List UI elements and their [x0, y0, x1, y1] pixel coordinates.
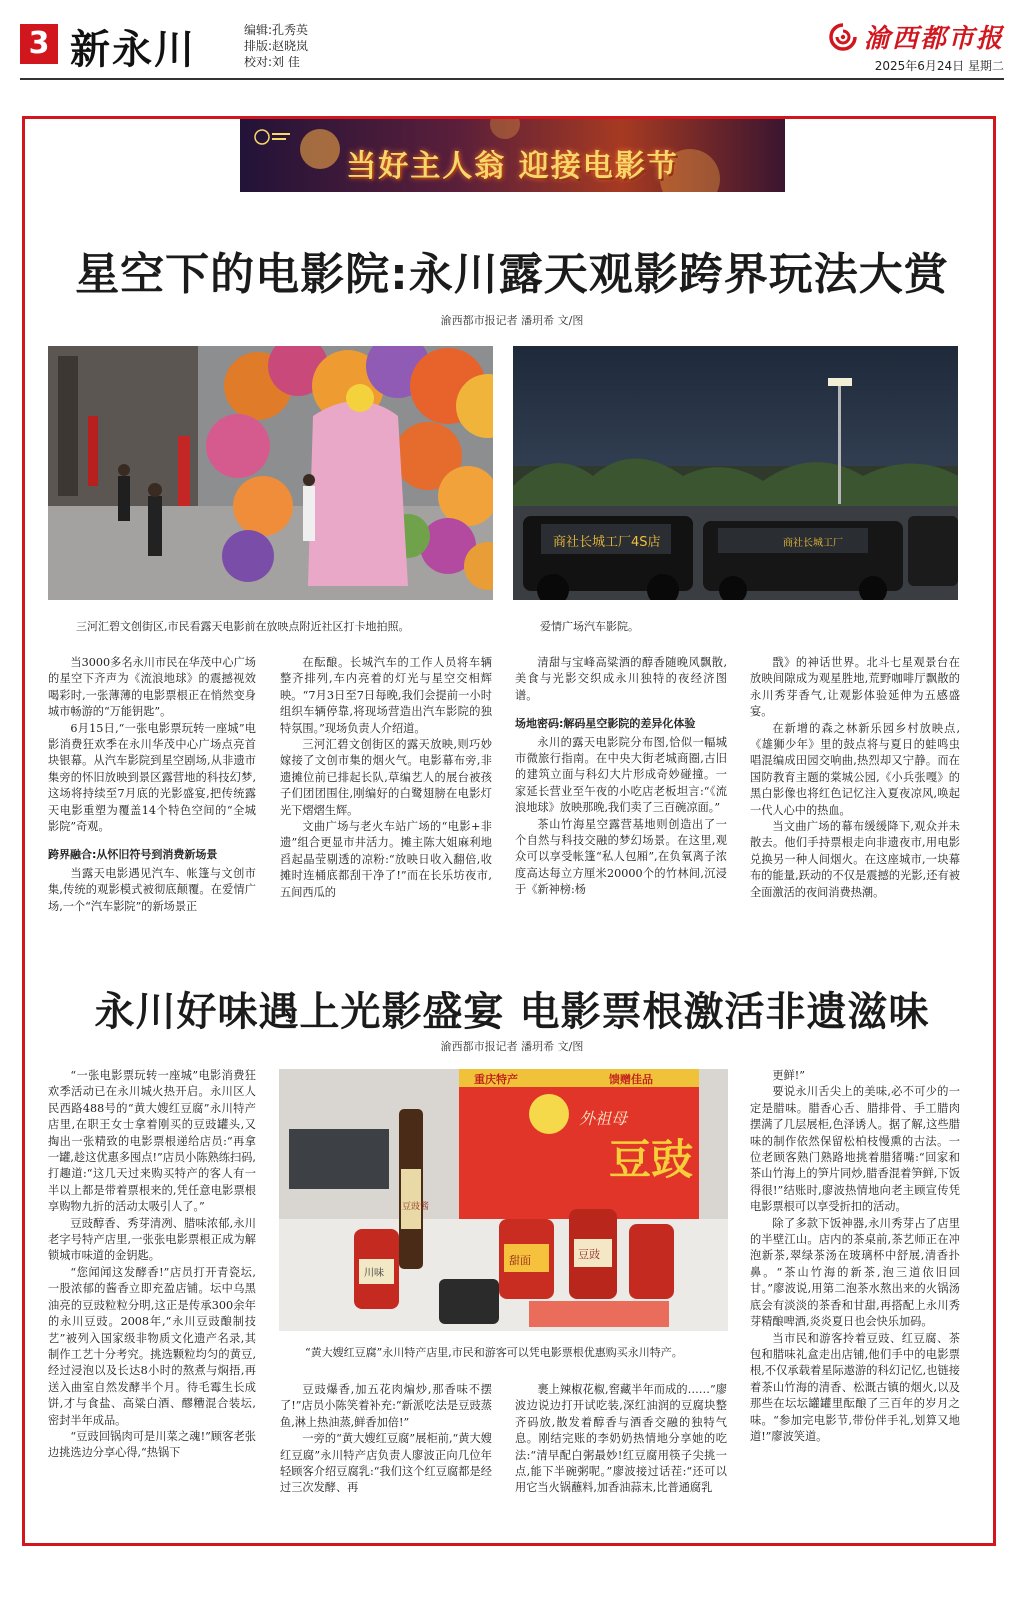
subheading: 跨界融合:从怀旧符号到消费新场景 [48, 848, 218, 862]
bottle-label-text: 豆豉酱 [402, 1202, 430, 1212]
paragraph: 要说永川舌尖上的美味,必不可少的一定是腊味。腊香心舌、腊排骨、手工腊肉摆满了几层展柜,色泽诱人。据了解,这些腊味的制作依然保留松柏枝慢熏的古法。一位老顾客熟门熟路地挑着腊猪嘴:“回家和茶山竹海上的笋片同炒,腊香混着笋鲜,下饭得很!”结账时,廖波热情地向老主顾宣传凭电影票根可以享受折扣的活动。 [750, 1085, 960, 1214]
paragraph: 清甜与宝峰高粱酒的醇香随晚风飘散,美食与光影交织成永川独特的夜经济图谱。 [515, 656, 727, 702]
film-festival-banner [240, 119, 785, 192]
paragraph: 6月15日,“一张电影票玩转一座城”电影消费狂欢季在永川华茂中心广场点亮首块银幕。从汽车影院到星空剧场,从非遗市集旁的怀旧放映到景区露营地的科技幻梦,这场将持续至7月底的光影盛宴,把传统露天电影重塑为覆盖14个特色空间的“全城影院”奇观。 [48, 721, 256, 834]
photo1-caption: 三河汇碧文创街区,市民看露天电影前在放映点附近社区打卡地拍照。 [76, 620, 410, 633]
masthead [20, 14, 1004, 72]
paragraph: 在新增的森之林新乐园乡村放映点,《雄狮少年》里的鼓点将与夏日的蛙鸣虫唱混编成田园交响曲,热烈却又宁静。而在国防教育主题的棠城公园,《小兵张嘎》的黑白影像也将红色记忆注入夏夜凉风,唤起一代人心中的热血。 [750, 721, 960, 817]
issue-date: 2025年6月24日 星期二 [874, 59, 1004, 73]
masthead-rule [20, 78, 1004, 80]
paragraph: 更鲜!” [772, 1069, 805, 1082]
photo-car-cinema [513, 346, 958, 600]
car-sign-2: 商社长城工厂 [783, 538, 843, 549]
photo-specialty-products [279, 1069, 728, 1331]
layout-credit: 排版:赵晓岚 [244, 39, 309, 53]
paragraph: 豆豉醇香、秀芽清冽、腊味浓郁,永川老字号特产店里,一张张电影票根正成为解锁城市味道的金钥匙。 [48, 1216, 256, 1263]
box-top-right-text: 馈赠佳品 [609, 1073, 653, 1086]
paragraph: 三河汇碧文创街区的露天放映,则巧妙嫁接了文创市集的烟火气。电影幕布旁,非遗摊位前已排起长队,草编艺人的展台被孩子们团团围住,刚编好的白鹭翅膀在电影灯光下熠熠生辉。 [280, 738, 492, 817]
paragraph: 当文曲广场的幕布缓缓降下,观众并未散去。他们手持票根走向非遗夜市,用电影兑换另一种人间烟火。在这座城市,一块幕布的能量,跃动的不仅是震撼的光影,还有被全面激活的夜间消费热潮。 [750, 820, 960, 899]
paper-logo [828, 18, 1004, 74]
editor-credits [244, 22, 308, 70]
article2-column-4 [750, 1068, 960, 1445]
jar-1-label: 川味 [364, 1268, 384, 1279]
paper-logo-swirl-icon [828, 22, 858, 52]
paragraph: 永川的露天电影院分布图,恰似一幅城市微旅行指南。在中央大街老城商圈,古旧的建筑立面与科幻大片形成奇妙碰撞。一家延长营业至午夜的小吃店老板坦言:“《流浪地球》放映那晚,我们卖了三百碗凉面。” [515, 735, 727, 815]
paragraph: 戬》的神话世界。北斗七星观景台在放映间隙成为观星胜地,荒野咖啡厅飘散的永川秀芽香气,让观影体验延伸为五感盛宴。 [750, 656, 960, 719]
photo2-caption: 爱情广场汽车影院。 [540, 620, 639, 633]
jar-3-label: 豆豉 [578, 1248, 600, 1261]
paragraph: 一旁的“黄大嫂红豆腐”展柜前,“黄大嫂红豆腐”永川特产店负责人廖波正向几位年轻顾客介绍豆腐乳:“我们这个红豆腐都是经过三次发酵、再 [280, 1432, 492, 1495]
article2-byline: 渝西都市报记者 潘玥希 文/图 [440, 1040, 584, 1053]
section-name: 新永川 [70, 26, 196, 73]
paragraph: 当市民和游客拎着豆豉、红豆腐、茶包和腊味礼盒走出店铺,他们手中的电影票根,不仅承载着星际遨游的科幻记忆,也链接着茶山竹海的清香、松溉古镇的烟火,以及那些在坛坛罐罐里酝酿了三百年的岁月之味。“参加完电影节,带份伴手礼,划算又地道!”廖波笑道。 [750, 1331, 960, 1443]
article2-column-2 [280, 1382, 492, 1497]
paragraph: 当3000多名永川市民在华茂中心广场的星空下齐声为《流浪地球》的震撼视效喝彩时,一张薄薄的电影票根正在悄然变身城市畅游的“万能钥匙”。 [48, 656, 256, 719]
paragraph: “一张电影票玩转一座城”电影消费狂欢季活动已在永川城火热开启。永川区人民西路488号的“黄大嫂红豆腐”永川特产店里,在职王女士拿着刚买的豆豉罐头,又掏出一张精致的电影票根递给店员:“再拿一罐,趁这优惠多囤点!”店员小陈熟练扫码,打趣道:“这几天过来购买特产的客人有一半以上都是带着票根来的,凭任意电影票根享购物九折的活动太吸引人了。” [48, 1069, 256, 1214]
banner-text: 当好主人翁 迎接电影节 [346, 149, 679, 184]
page-number: 3 [20, 24, 58, 64]
subheading: 场地密码:解码星空影院的差异化体验 [515, 717, 696, 731]
paragraph: 在酝酿。长城汽车的工作人员将车辆整齐排列,车内亮着的灯光与星空交相辉映。“7月3日至7日每晚,我们会提前一小时组织车辆停靠,将现场营造出汽车影院的独特氛围。”现场负责人介绍道。 [280, 656, 492, 735]
box-top-left-text: 重庆特产 [474, 1073, 518, 1086]
article1-byline: 渝西都市报记者 潘玥希 文/图 [440, 314, 584, 327]
photo-flower-wall [48, 346, 493, 600]
paragraph: 茶山竹海星空露营基地则创造出了一个自然与科技交融的梦幻场景。在这里,观众可以享受帐篷“私人包厢”,在负氧离子浓度高达每立方厘米20000个的竹林间,沉浸于《新神榜:杨 [515, 817, 727, 897]
article2-headline: 永川好味遇上光影盛宴 电影票根激活非遗滋味 [94, 989, 930, 1035]
paragraph: 当露天电影遇见汽车、帐篷与文创市集,传统的观影模式被彻底颠覆。在爱情广场,一个“汽车影院”的新场景正 [48, 866, 256, 913]
paragraph: 文曲广场与老火车站广场的“电影+非遗”组合更显市井活力。摊主陈大姐麻利地舀起晶莹剔透的凉粉:“放映日收入翻倍,收摊时连桶底都刮干净了!”而在长乐坊夜市,五间西瓜的 [280, 820, 492, 899]
paragraph: “您闻闻这发酵香!”店员打开青瓷坛,一股浓郁的酱香立即充盈店铺。坛中乌黑油亮的豆豉粒粒分明,这正是传承300余年的永川豆豉。2008年,“永川豆豉酿制技艺”被列入国家级非物质文化遗产名录,其制作工艺十分考究。挑选颗粒均匀的黄豆,经过浸泡以及长达8小时的熬煮与焖捂,再送入曲室自然发酵半个月。待毛霉生长成饼,才与食盐、高粱白酒、醪糟混合装坛,密封半年成品。 [48, 1265, 256, 1427]
article1-column-4 [750, 655, 960, 901]
paragraph: 豆豉爆香,加五花肉煸炒,那香味不摆了!”店员小陈笑着补充:“新派吃法是豆豉蒸鱼,淋上热油蒸,鲜香加倍!” [280, 1383, 492, 1429]
editor-credit: 编辑:孔秀英 [244, 23, 309, 37]
box-product-text: 豆豉 [609, 1135, 694, 1184]
photo3-caption: “黄大嫂红豆腐”永川特产店里,市民和游客可以凭电影票根优惠购买永川特产。 [305, 1346, 683, 1359]
article1-column-2 [280, 655, 492, 901]
car-sign-1: 商社长城工厂4S店 [553, 535, 661, 550]
paragraph: 除了多款下饭神器,永川秀芽占了店里的半壁江山。店内的茶桌前,茶艺师正在冲泡新茶,翠绿茶汤在玻璃杯中舒展,清香扑鼻。“茶山竹海的新茶,泡三道依旧回甘。”廖波说,用第二泡茶水熬出来的火锅汤底会有淡淡的茶香和甘甜,再搭配上永川秀芽精酿啤酒,炎炎夏日也会快乐加码。 [750, 1216, 960, 1329]
paragraph: “豆豉回锅肉可是川菜之魂!”顾客老张边挑选边分享心得,“热锅下 [48, 1429, 256, 1460]
article2-column-3 [515, 1382, 727, 1497]
article1-column-1 [48, 655, 256, 915]
proof-credit: 校对:刘 佳 [244, 55, 300, 69]
article2-column-1 [48, 1068, 256, 1462]
box-brand-text: 外祖母 [579, 1109, 628, 1128]
jar-2-label: 甜面 [509, 1254, 531, 1267]
paragraph: 裹上辣椒花椒,窖藏半年而成的……”廖波边说边打开试吃装,深红油润的豆腐块整齐码放,散发着醇香与酒香交融的独特气息。刚结完账的李奶奶热情地分享她的吃法:“清早配白粥最妙!红豆腐用筷子尖挑一点,能下半碗粥呢。”廖波接过话茬:“还可以用它当火锅蘸料,加香油蒜末,比普通腐乳 [515, 1383, 727, 1495]
article1-headline: 星空下的电影院:永川露天观影跨界玩法大赏 [75, 249, 949, 300]
article1-column-3 [515, 655, 727, 899]
paper-name: 渝西都市报 [863, 24, 1004, 54]
